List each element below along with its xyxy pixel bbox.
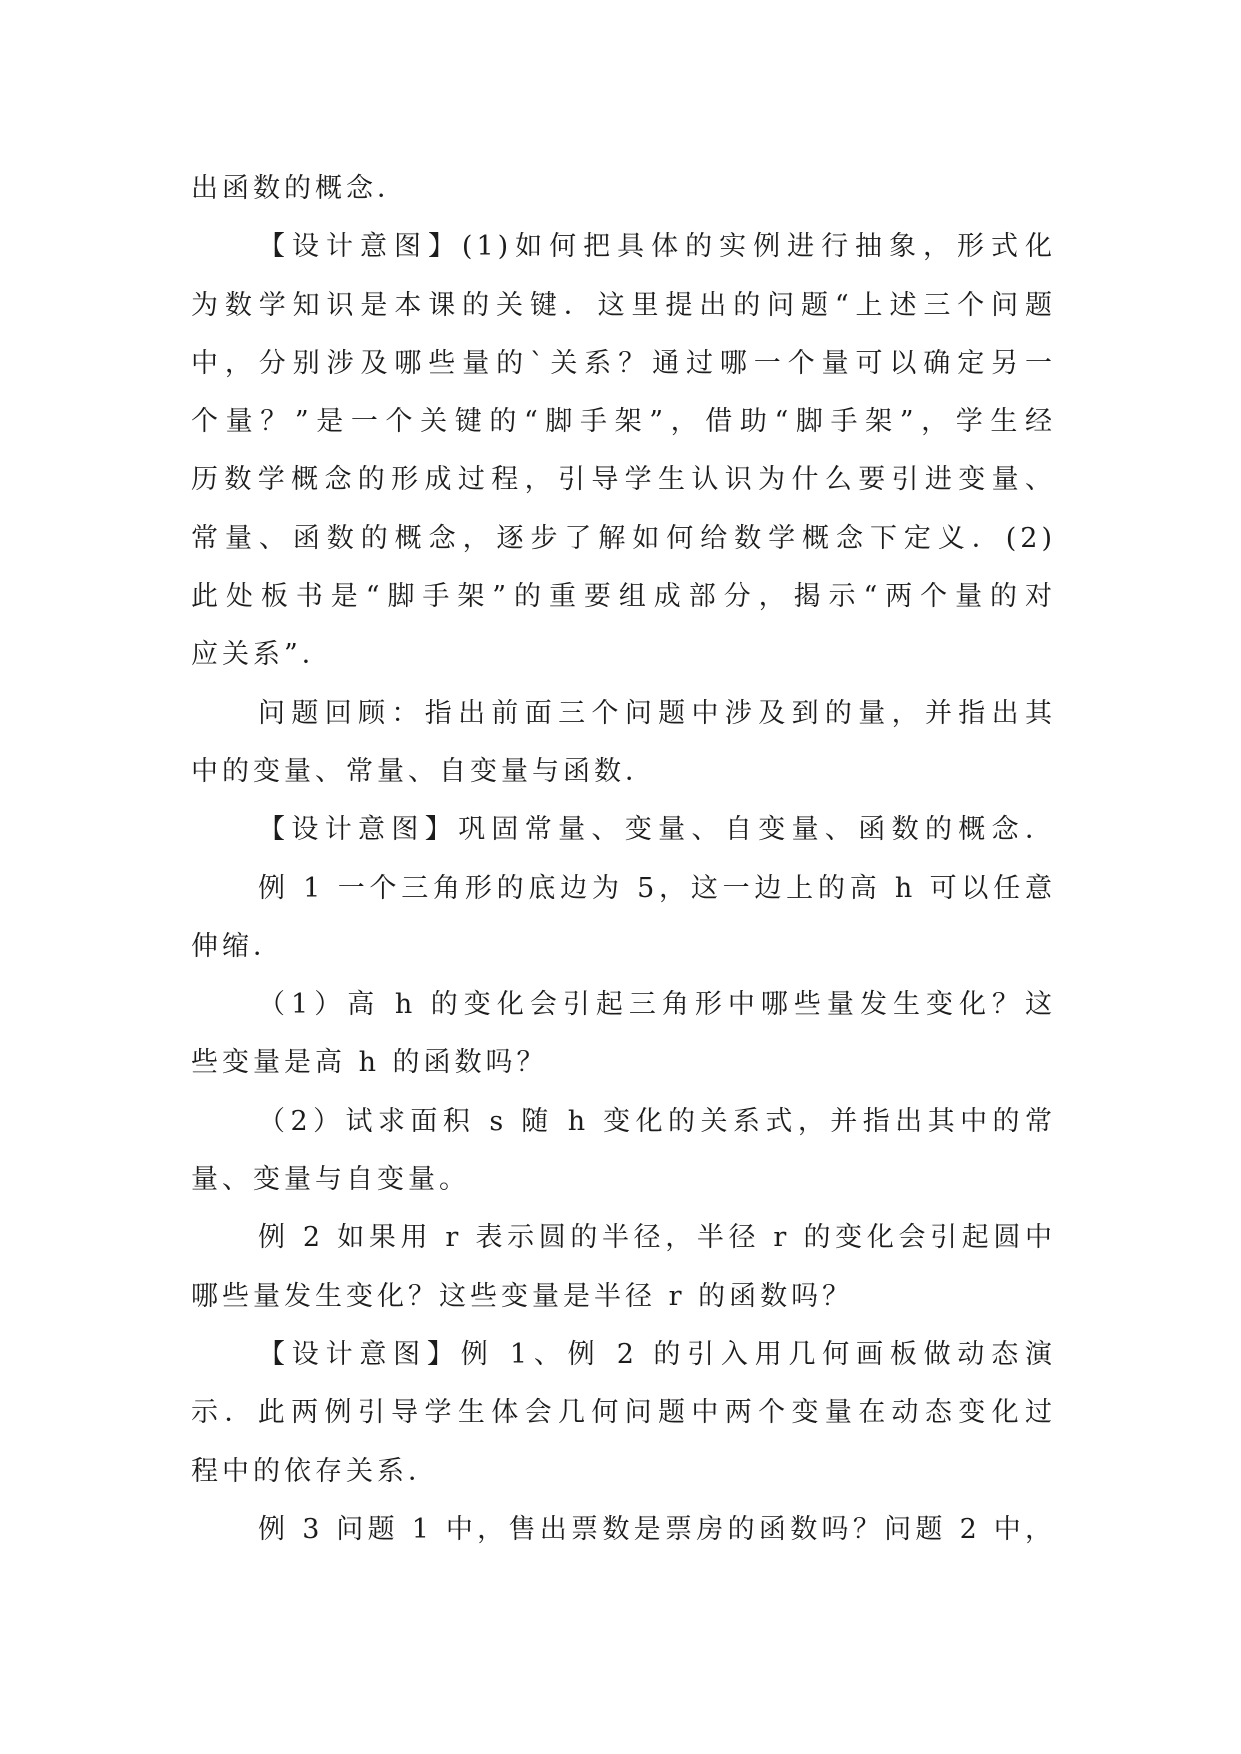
- paragraph: [191, 976, 1056, 1093]
- text-line: 为数学知识是本课的关键．这里提出的问题“上述三个问题: [191, 289, 1056, 321]
- text-line: 个量？”是一个关键的“脚手架”，借助“脚手架”，学生经: [191, 406, 1056, 438]
- paragraph: [191, 1326, 1056, 1501]
- text-line: 应关系”．: [191, 639, 333, 671]
- paragraph: [191, 685, 1056, 802]
- text-line: （2）试求面积 s 随 h 变化的关系式，并指出其中的常: [258, 1105, 1056, 1137]
- paragraph: [191, 1209, 1056, 1326]
- paragraph: [191, 160, 1056, 218]
- paragraph: [191, 1501, 1056, 1559]
- text-line: 问题回顾：指出前面三个问题中涉及到的量，并指出其: [258, 697, 1056, 729]
- text-line: 量、变量与自变量。: [191, 1164, 470, 1196]
- paragraph: [191, 218, 1056, 684]
- text-line: 出函数的概念．: [191, 173, 408, 204]
- text-line: 些变量是高 h 的函数吗？: [191, 1047, 548, 1079]
- text-line: 此处板书是“脚手架”的重要组成部分，揭示“两个量的对: [191, 581, 1056, 613]
- text-line: 例 1 一个三角形的底边为 5，这一边上的高 h 可以任意: [258, 872, 1056, 904]
- text-line: （1）高 h 的变化会引起三角形中哪些量发生变化？这: [258, 989, 1056, 1021]
- text-line: 伸缩．: [191, 930, 284, 962]
- text-line: 历数学概念的形成过程，引导学生认识为什么要引进变量、: [191, 464, 1056, 496]
- text-line: 示．此两例引导学生体会几何问题中两个变量在动态变化过: [191, 1397, 1056, 1429]
- text-line: 中，分别涉及哪些量的`关系？通过哪一个量可以确定另一: [191, 347, 1056, 379]
- document-body: [191, 160, 1056, 1559]
- text-line: 【设计意图】(1)如何把具体的实例进行抽象，形式化: [258, 231, 1056, 263]
- paragraph: [191, 860, 1056, 977]
- text-line: 【设计意图】例 1、例 2 的引入用几何画板做动态演: [258, 1338, 1056, 1370]
- text-line: 例 2 如果用 r 表示圆的半径，半径 r 的变化会引起圆中: [258, 1222, 1056, 1254]
- text-line: 常量、函数的概念，逐步了解如何给数学概念下定义．(2): [191, 522, 1056, 554]
- text-line: 【设计意图】巩固常量、变量、自变量、函数的概念．: [258, 814, 1056, 846]
- text-line: 中的变量、常量、自变量与函数．: [191, 755, 656, 787]
- paragraph: [191, 1093, 1056, 1210]
- text-line: 程中的依存关系．: [191, 1455, 439, 1487]
- paragraph: [191, 801, 1056, 859]
- text-line: 例 3 问题 1 中，售出票数是票房的函数吗？问题 2 中，: [258, 1513, 1056, 1545]
- text-line: 哪些量发生变化？这些变量是半径 r 的函数吗？: [191, 1280, 854, 1312]
